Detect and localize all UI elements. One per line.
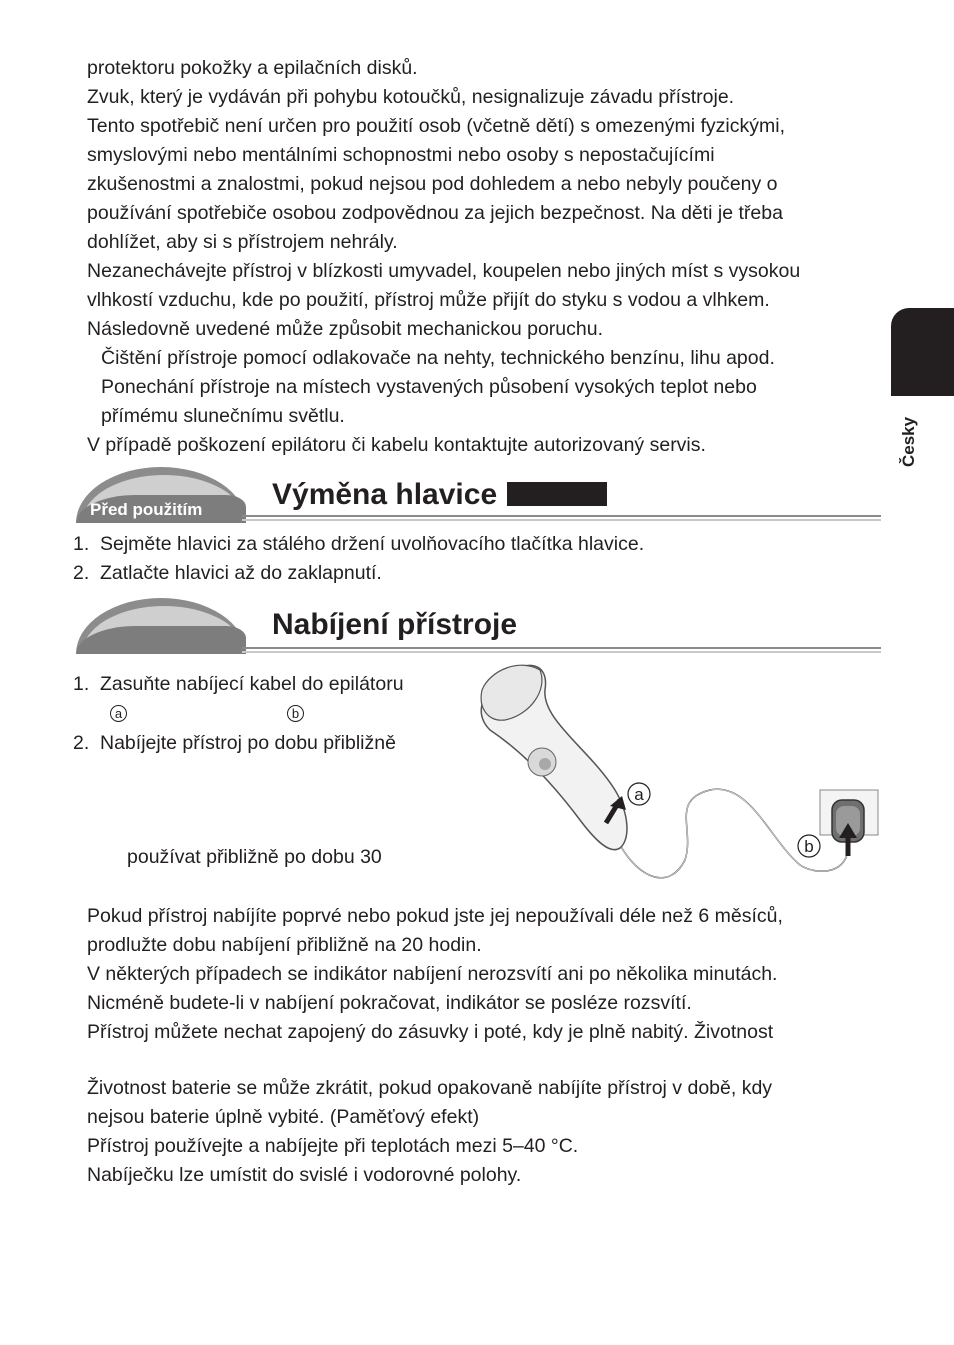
- note-line: Pokud přístroj nabíjíte poprvé nebo pokud jste jej nepoužívali déle než 6 měsíců,: [87, 905, 783, 927]
- intro-line: Následovně uvedené může způsobit mechanickou poruchu.: [87, 318, 603, 340]
- list-number: 1.: [73, 533, 90, 555]
- list-item: [73, 559, 382, 588]
- continued-text: používat přibližně po dobu 30: [127, 846, 382, 868]
- section-title-text: Výměna hlavice: [272, 478, 498, 511]
- list-text: Sejměte hlavici za stálého držení uvolňovacího tlačítka hlavice.: [100, 533, 645, 555]
- list-number: 2.: [73, 562, 90, 584]
- charging-cable-highlight: [620, 789, 848, 878]
- list-item: [73, 530, 644, 559]
- section-badge: [76, 467, 246, 523]
- list-text: Zasuňte nabíjecí kabel do epilátoru: [100, 673, 404, 695]
- list-number: 2.: [73, 732, 90, 754]
- label-b: b: [804, 837, 814, 856]
- section-badge-label: Před použitím: [90, 500, 203, 519]
- switch-dial-center: [539, 758, 551, 770]
- intro-line: V případě poškození epilátoru či kabelu kontaktujte autorizovaný servis.: [87, 434, 706, 456]
- note-line: Životnost baterie se může zkrátit, pokud opakovaně nabíjíte přístroj v době, kdy: [87, 1077, 773, 1099]
- list-item: [73, 670, 404, 699]
- note-line: V některých případech se indikátor nabíjení nerozsvítí ani po několika minutách.: [87, 963, 778, 985]
- note-line: Přístroj můžete nechat zapojený do zásuvky i poté, kdy je plně nabitý. Životnost: [87, 1021, 774, 1043]
- section-rule: [242, 647, 881, 653]
- list-item: [73, 729, 396, 758]
- intro-line: dohlížet, aby si s přístrojem nehrály.: [87, 231, 398, 253]
- intro-line: přímému slunečnímu světlu.: [101, 405, 345, 427]
- marker-b: b: [287, 705, 304, 722]
- charging-illustration: [470, 660, 885, 890]
- section-badge: [76, 598, 246, 654]
- note-line: Přístroj používejte a nabíjejte při teplotách mezi 5–40 °C.: [87, 1135, 579, 1157]
- intro-line: Čištění přístroje pomocí odlakovače na nehty, technického benzínu, lihu apod.: [101, 347, 775, 369]
- note-line: prodlužte dobu nabíjení přibližně na 20 hodin.: [87, 934, 482, 956]
- intro-line: Tento spotřebič není určen pro použití osob (včetně dětí) s omezenými fyzickými,: [87, 115, 785, 137]
- intro-line: Nezanechávejte přístroj v blízkosti umyvadel, koupelen nebo jiných míst s vysokou: [87, 260, 801, 282]
- note-line: nejsou baterie úplně vybité. (Paměťový efekt): [87, 1106, 480, 1128]
- section-badge-dark: [76, 626, 246, 654]
- intro-line: Zvuk, který je vydáván při pohybu kotoučků, nesignalizuje závadu přístroje.: [87, 86, 735, 108]
- list-text: Nabíjejte přístroj po dobu přibližně: [100, 732, 396, 754]
- section-rule: [242, 515, 881, 521]
- intro-line: vlhkostí vzduchu, kde po použití, přístroj může přijít do styku s vodou a vlhkem.: [87, 289, 770, 311]
- list-text: Zatlačte hlavici až do zaklapnutí.: [100, 562, 382, 584]
- list-number: 1.: [73, 673, 90, 695]
- intro-line: používání spotřebiče osobou zodpovědnou za jejich bezpečnost. Na děti je třeba: [87, 202, 783, 224]
- charging-cable: [620, 789, 848, 878]
- note-line: Nabíječku lze umístit do svislé i vodorovné polohy.: [87, 1164, 522, 1186]
- intro-line: zkušenostmi a znalostmi, pokud nejsou pod dohledem a nebo nebyly poučeny o: [87, 173, 778, 195]
- language-label: Česky: [899, 416, 918, 468]
- marker-a: a: [110, 705, 127, 722]
- intro-line: smyslovými nebo mentálními schopnostmi nebo osoby s nepostačujícími: [87, 144, 715, 166]
- note-line: Nicméně budete-li v nabíjení pokračovat, indikátor se posléze rozsvítí.: [87, 992, 692, 1014]
- section-title-head-replacement: [272, 477, 607, 513]
- label-a: a: [634, 785, 644, 804]
- intro-line: protektoru pokožky a epilačních disků.: [87, 57, 418, 79]
- redaction-bar: [507, 482, 607, 506]
- intro-line: Ponechání přístroje na místech vystavených působení vysokých teplot nebo: [101, 376, 757, 398]
- section-title-charging: Nabíjení přístroje: [272, 608, 518, 641]
- language-tab: [891, 308, 954, 396]
